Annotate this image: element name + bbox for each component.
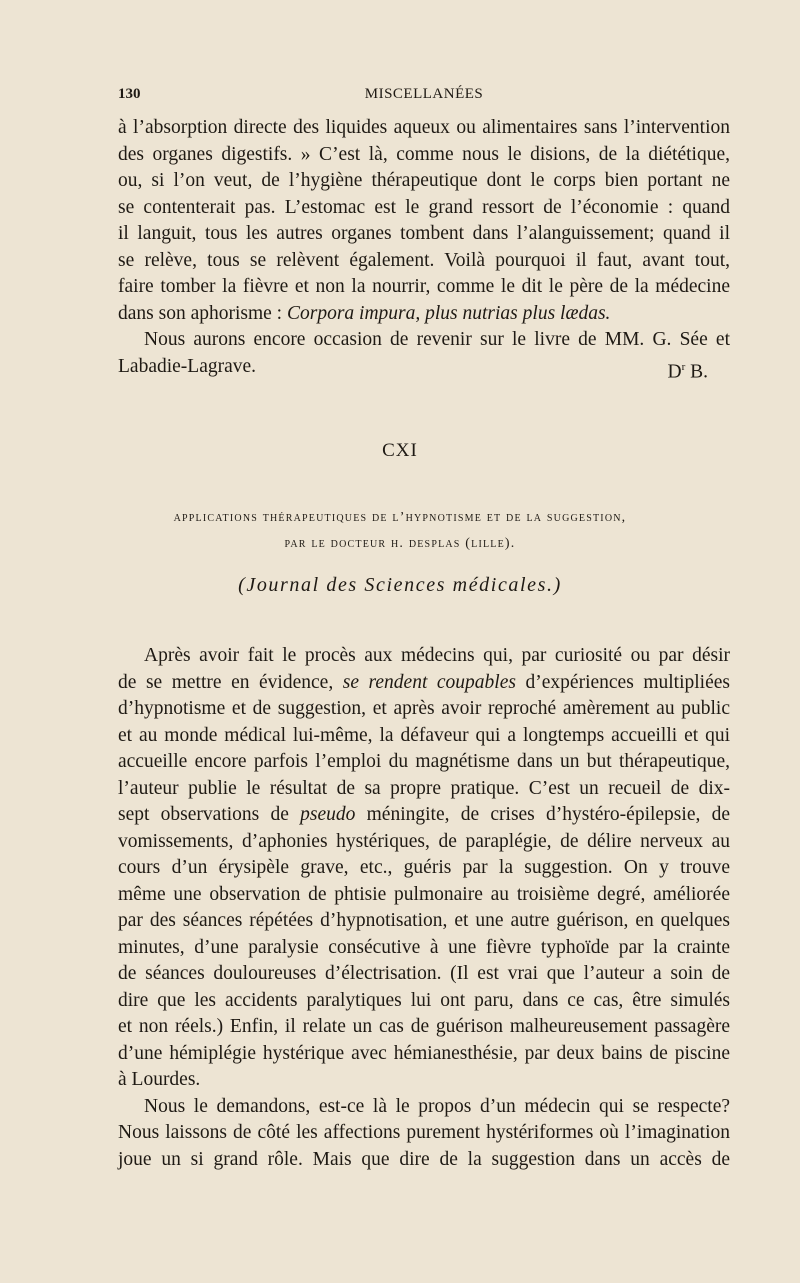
- text-line: l’auteur publie le résultat de sa propre pratique. C’est un recueil de dix-: [118, 777, 730, 799]
- text-line: à Lourdes.: [118, 1069, 201, 1090]
- aphorism-quote: Corpora impura, plus nutrias plus lædas.: [286, 302, 611, 324]
- text-line: [118, 354, 730, 381]
- article-author: par le docteur h. desplas (lille).: [284, 536, 516, 551]
- text-line: et au monde médical lui-même, la défaveur qui a longtemps accueilli et qui: [118, 724, 730, 746]
- section-number: CXI: [382, 440, 418, 461]
- author-signature: $D^r$ B.: [667, 360, 708, 382]
- text-line: de séances douloureuses d’électrisation. (Il est vrai que l’auteur a soin de: [118, 963, 730, 984]
- text-line: des organes digestifs. » C’est là, comme nous le disions, de la diététique,: [118, 143, 730, 165]
- text-line: sept observations de pseudo méningite, de crises d’hystéro-épilepsie, de: [118, 804, 730, 825]
- text-line: cours d’un érysipèle grave, etc., guéris par la suggestion. On y trouve: [118, 857, 730, 878]
- text-line: d’une hémiplégie hystérique avec hémianesthésie, par deux bains de piscine: [118, 1042, 730, 1064]
- text-line: dire que les accidents paralytiques lui ont paru, dans ce cas, être simulés: [118, 989, 730, 1011]
- page-header: [118, 86, 730, 106]
- text-line: faire tomber la fièvre et non la nourrir, comme le dit le père de la médecine: [118, 276, 730, 297]
- text-line: et non réels.) Enfin, il relate un cas de guérison malheureusement passagère: [118, 1016, 730, 1037]
- text-line: joue un si grand rôle. Mais que dire de la suggestion dans un accès de: [118, 1148, 730, 1170]
- text-line: [118, 301, 730, 328]
- text-run: dans son aphorisme :: [118, 302, 287, 324]
- text-line: il languit, tous les autres organes tombent dans l’alanguissement; quand il: [118, 223, 730, 244]
- page-number: 130: [118, 86, 141, 102]
- text-line: Après avoir fait le procès aux médecins qui, par curiosité ou par désir: [144, 645, 730, 666]
- text-line: de se mettre en évidence, se rendent coupables d’expériences multipliées: [118, 671, 730, 693]
- text-line: vomissements, d’aphonies hystériques, de paraplégie, de délire nerveux au: [118, 830, 730, 852]
- text-line: d’hypnotisme et de suggestion, et après avoir reproché amèrement au public: [118, 698, 730, 719]
- article-title: applications thérapeutiques de l’hypnotisme et de la suggestion,: [173, 510, 627, 525]
- text-line: se relève, tous se relèvent également. Voilà pourquoi il faut, avant tout,: [118, 249, 730, 271]
- journal-source: (Journal des Sciences médicales.): [238, 574, 562, 596]
- text-line: Nous le demandons, est-ce là le propos d’un médecin qui se respecte?: [144, 1095, 730, 1117]
- article-body: [118, 643, 730, 1173]
- text-run: Labadie-Lagrave.: [118, 355, 257, 377]
- emphasis-text: pseudo: [300, 804, 356, 825]
- text-line: Nous aurons encore occasion de revenir sur le livre de MM. G. Sée et: [144, 329, 730, 350]
- emphasis-text: se rendent coupables: [342, 671, 516, 693]
- text-line: par des séances répétées d’hypnotisation, et une autre guérison, en quelques: [118, 910, 730, 931]
- text-line: se contenterait pas. L’estomac est le grand ressort de l’économie : quand: [118, 196, 730, 218]
- text-line: ou, si l’on veut, de l’hygiène thérapeutique dont le corps bien portant ne: [118, 170, 730, 191]
- running-title: MISCELLANÉES: [364, 86, 484, 102]
- text-line: même une observation de phtisie pulmonaire au troisième degré, améliorée: [118, 883, 730, 905]
- text-line: minutes, d’une paralysie consécutive à une fièvre typhoïde par la crainte: [118, 936, 730, 958]
- top-paragraph: [118, 115, 730, 380]
- text-line: à l’absorption directe des liquides aqueux ou alimentaires sans l’intervention: [118, 117, 730, 138]
- text-line: accueille encore parfois l’emploi du magnétisme dans un but thérapeutique,: [118, 751, 730, 772]
- text-line: Nous laissons de côté les affections purement hystériformes où l’imagination: [118, 1122, 730, 1143]
